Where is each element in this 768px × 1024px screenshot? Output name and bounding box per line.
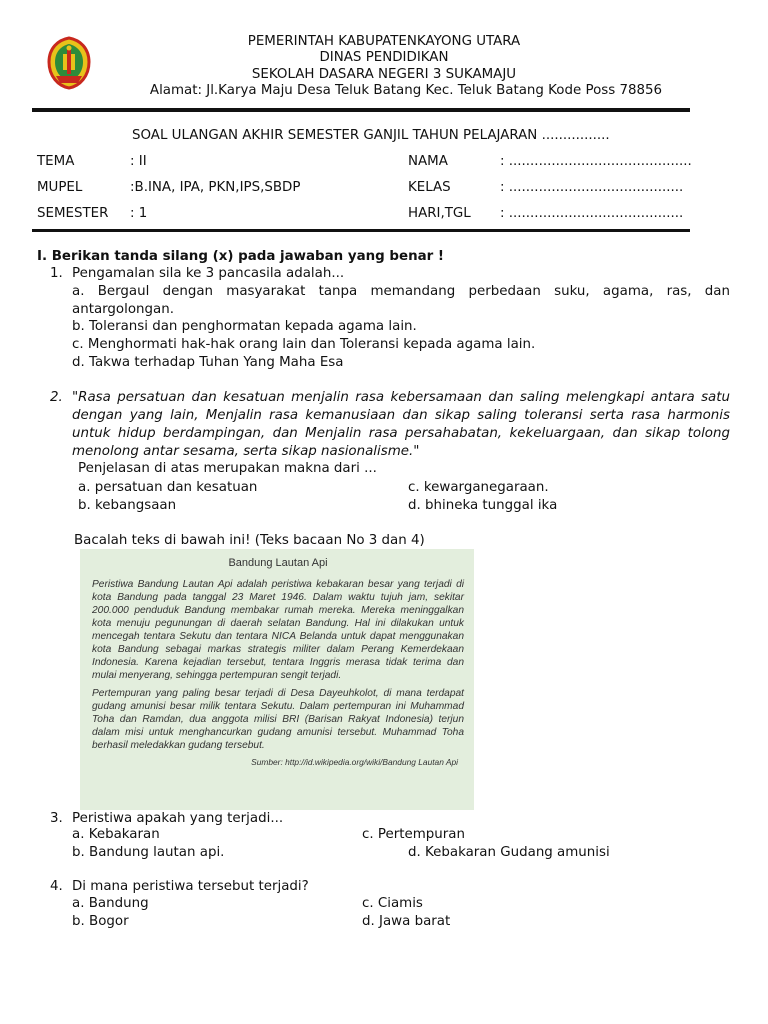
q3-option-d[interactable]: d. Kebakaran Gudang amunisi [408, 845, 610, 860]
tema-value: : II [130, 154, 147, 169]
hari-tgl-field[interactable]: : ......................................... [500, 206, 684, 221]
q4-option-a[interactable]: a. Bandung [72, 896, 149, 911]
q2-option-c[interactable]: c. kewarganegaraan. [408, 480, 549, 495]
q1-text: Pengamalan sila ke 3 pancasila adalah... [72, 266, 345, 281]
header-line-office: DINAS PENDIDIKAN [319, 50, 449, 65]
q4-option-d[interactable]: d. Jawa barat [362, 914, 451, 929]
reading-paragraph-1: Peristiwa Bandung Lautan Api adalah peristiwa kebakaran besar yang terjadi di kota Bandung pada tanggal 23 Maret 1946. Dalam waktu tujuh jam, sekitar 200.000 penduduk Bandung membakar rumah mereka. Mereka meninggalkan kota menuju pegunungan di daerah selatan Bandung. Hal ini dilakukan untuk mencegah tentara Sekutu dan tentara NICA Belanda untuk dapat menggunakan kota Bandung sebagai markas strategis militer dalam Perang Kemerdekaan Indonesia. Karena kejadian tersebut, tentara Inggris merasa tidak terima dan mulai menyerang, sehingga pertempuran sengit terjadi. [92, 579, 464, 681]
q4-option-c[interactable]: c. Ciamis [362, 896, 423, 911]
reading-source: Sumber: http://id.wikipedia.org/wiki/Bandung Lautan Api [251, 757, 458, 767]
q3-number: 3. [50, 811, 63, 826]
reading-title: Bandung Lautan Api [228, 557, 328, 569]
header-line-government: PEMERINTAH KABUPATENKAYONG UTARA [247, 34, 521, 49]
q1-option-a[interactable]: a. Bergaul dengan masyarakat tanpa memandang perbedaan suku, agama, ras, dan antargolongan. [72, 284, 730, 317]
hari-tgl-label: HARI,TGL [408, 206, 471, 221]
tema-label: TEMA [37, 154, 75, 169]
header-line-school: SEKOLAH DASARA NEGERI 3 SUKAMAJU [251, 67, 517, 82]
section-heading: I. Berikan tanda silang (x) pada jawaban yang benar ! [37, 249, 445, 264]
q2-number: 2. [50, 390, 63, 405]
q3-option-c[interactable]: c. Pertempuran [362, 827, 465, 842]
q4-option-b[interactable]: b. Bogor [72, 914, 129, 929]
q1-number: 1. [50, 266, 63, 281]
header-line-address: Alamat: Jl.Karya Maju Desa Teluk Batang Kec. Teluk Batang Kode Poss 78856 [149, 83, 663, 98]
kelas-field[interactable]: : ......................................... [500, 180, 684, 195]
q2-option-a[interactable]: a. persatuan dan kesatuan [78, 480, 258, 495]
q2-prompt: Penjelasan di atas merupakan makna dari ... [78, 461, 377, 476]
info-divider [32, 229, 690, 232]
mupel-label: MUPEL [37, 180, 83, 195]
nama-label: NAMA [408, 154, 448, 169]
q2-option-d[interactable]: d. bhineka tunggal ika [408, 498, 558, 513]
q1-option-d[interactable]: d. Takwa terhadap Tuhan Yang Maha Esa [72, 355, 344, 370]
semester-value: : 1 [130, 206, 148, 221]
q3-text: Peristiwa apakah yang terjadi... [72, 811, 284, 826]
q3-option-b[interactable]: b. Bandung lautan api. [72, 845, 225, 860]
q4-text: Di mana peristiwa tersebut terjadi? [72, 879, 309, 894]
q4-number: 4. [50, 879, 63, 894]
q1-option-b[interactable]: b. Toleransi dan penghormatan kepada agama lain. [72, 319, 417, 334]
q2-option-b[interactable]: b. kebangsaan [78, 498, 177, 513]
nama-field[interactable]: : ........................................... [500, 154, 692, 169]
q1-option-c[interactable]: c. Menghormati hak-hak orang lain dan Toleransi kepada agama lain. [72, 337, 536, 352]
reading-passage-box [80, 549, 474, 810]
q2-quote: "Rasa persatuan dan kesatuan menjalin rasa kebersamaan dan saling melengkapi antara satu dengan yang lain, Menjalin rasa kemanusiaan dan sikap saling toleransi serta rasa harmonis untuk hidup berdampingan, dan Menjalin rasa persahabatan, kekeluargaan, dan sikap tolong menolong antar sesama, serta sikap nasionalisme." [72, 390, 730, 459]
kelas-label: KELAS [408, 180, 451, 195]
mupel-value: :B.INA, IPA, PKN,IPS,SBDP [130, 180, 301, 195]
exam-title: SOAL ULANGAN AKHIR SEMESTER GANJIL TAHUN PELAJARAN ................ [132, 128, 610, 143]
reading-paragraph-2: Pertempuran yang paling besar terjadi di Desa Dayeuhkolot, di mana terdapat gudang amunisi besar milik tentara Sekutu. Dalam pertempuran ini Muhammad Toha dan Ramdan, dua anggota milisi BRI (Barisan Rakyat Indonesia) terjun dalam misi untuk menghancurkan gudang amunisi tersebut. Muhammad Toha berhasil meledakkan gudang tersebut. [92, 688, 464, 751]
q3-option-a[interactable]: a. Kebakaran [72, 827, 160, 842]
semester-label: SEMESTER [37, 206, 109, 221]
reading-intro: Bacalah teks di bawah ini! (Teks bacaan No 3 dan 4) [74, 533, 425, 548]
header-divider [32, 108, 690, 112]
